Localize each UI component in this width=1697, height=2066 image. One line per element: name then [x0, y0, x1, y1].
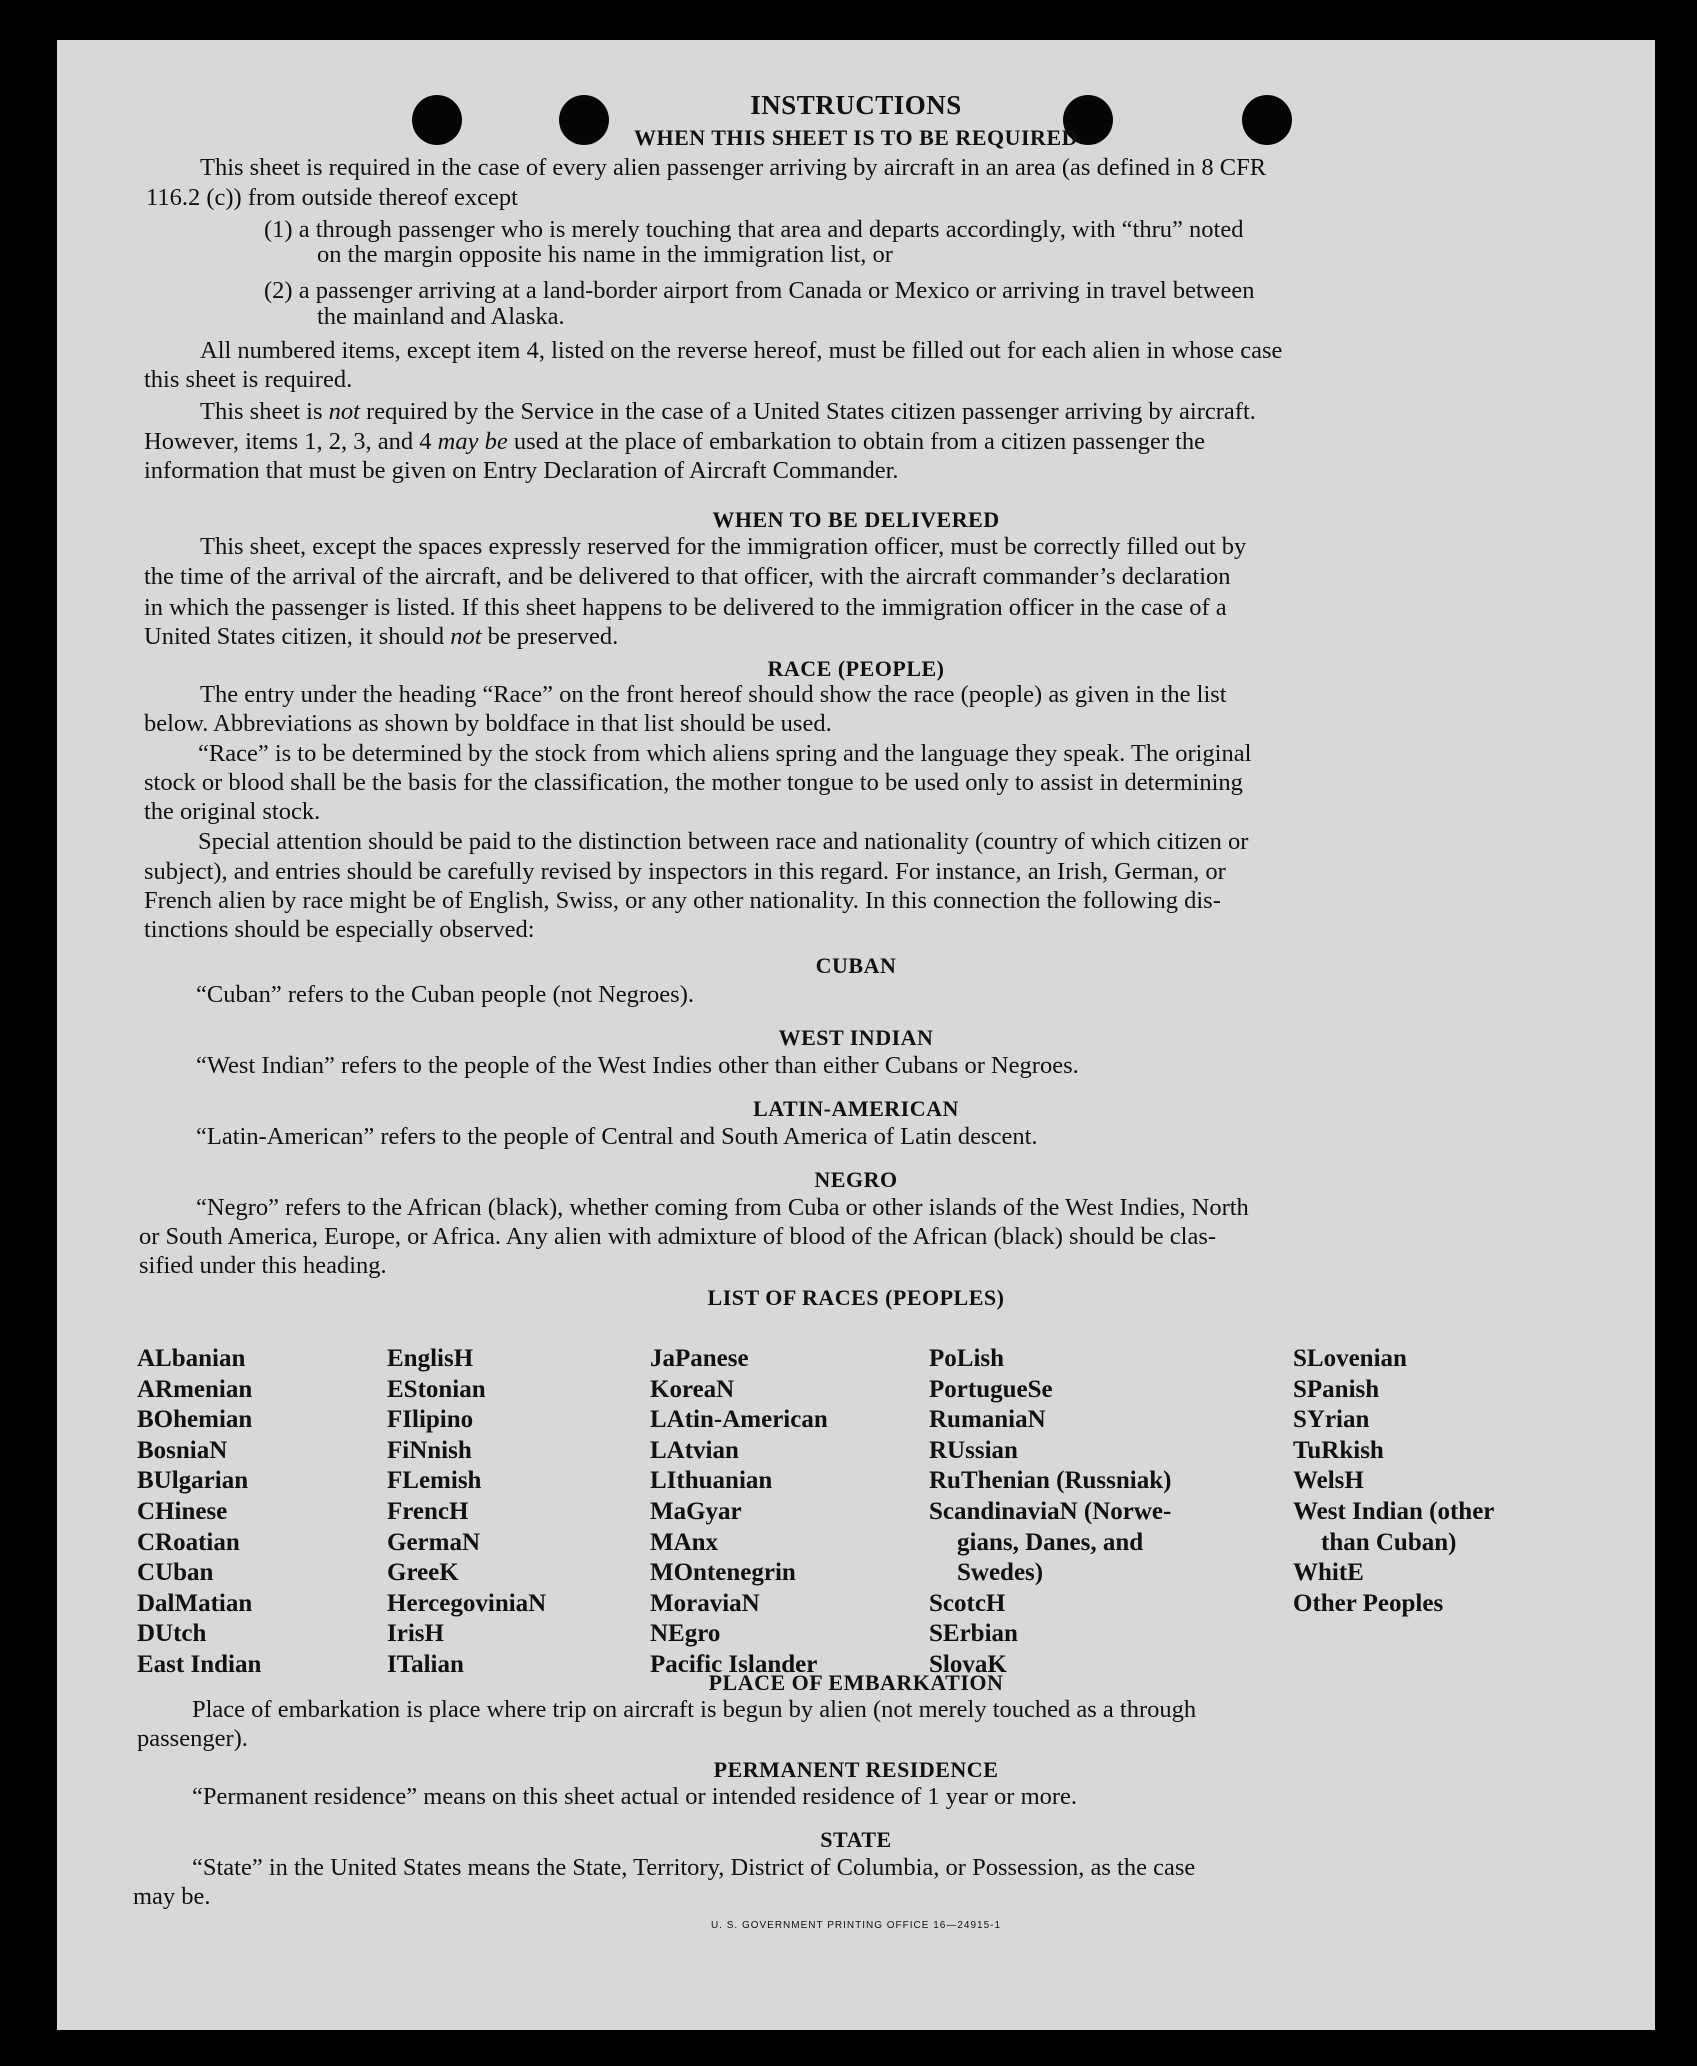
race-list-item: LAtin-American	[650, 1406, 828, 1434]
text-line: (1) a through passenger who is merely touching that area and departs accordingly, with “thru” noted	[264, 216, 1244, 243]
text-line: subject), and entries should be carefully revised by inspectors in this regard. For instance, an Irish, German, or	[144, 858, 1226, 885]
text-line: stock or blood shall be the basis for the classification, the mother tongue to be used only to assist in determining	[144, 769, 1243, 796]
text-line: tinctions should be especially observed:	[144, 916, 535, 943]
text-line: Special attention should be paid to the distinction between race and nationality (country of which citizen or	[198, 828, 1249, 855]
text-line: sified under this heading.	[139, 1252, 387, 1279]
race-list-item: BosniaN	[137, 1436, 228, 1464]
race-list-item: ScotcH	[929, 1589, 1006, 1617]
text-line: “State” in the United States means the State, Territory, District of Columbia, or Possession, as the case	[192, 1854, 1196, 1881]
race-list-item: East Indian	[137, 1650, 262, 1678]
race-list-item: GreeK	[387, 1559, 459, 1587]
text-line: United States citizen, it should not be preserved.	[144, 623, 619, 650]
heading-permanent-residence: PERMANENT RESIDENCE	[713, 1757, 999, 1782]
race-list-item: NEgro	[650, 1620, 721, 1648]
race-list-item: GermaN	[387, 1528, 481, 1556]
text-line: “Race” is to be determined by the stock from which aliens spring and the language they speak. The original	[198, 740, 1252, 767]
text-line: French alien by race might be of English, Swiss, or any other nationality. In this connection the following dis-	[144, 887, 1221, 914]
text-line: the time of the arrival of the aircraft, and be delivered to that officer, with the aircraft commander’s declaration	[144, 563, 1231, 590]
heading-list-of-races: LIST OF RACES (PEOPLES)	[707, 1285, 1005, 1310]
races-column-4	[929, 1344, 1171, 1681]
race-list-item: BUlgarian	[137, 1467, 249, 1495]
race-list-item: LIthuanian	[650, 1467, 773, 1495]
text-line: the original stock.	[144, 798, 321, 825]
text-line: the mainland and Alaska.	[317, 303, 565, 330]
text-line: may be.	[133, 1883, 211, 1910]
race-list-item: PortugueSe	[929, 1375, 1053, 1403]
text-line: This sheet is required in the case of every alien passenger arriving by aircraft in an area (as defined in 8 CFR	[200, 154, 1267, 181]
text-line: However, items 1, 2, 3, and 4 may be used at the place of embarkation to obtain from a citizen passenger the	[144, 428, 1206, 455]
race-list-item: SPanish	[1293, 1375, 1380, 1403]
race-list-item: FrencH	[387, 1497, 469, 1525]
race-list-item: Pacific Islander	[650, 1650, 818, 1678]
heading-west-indian: WEST INDIAN	[778, 1025, 934, 1050]
heading-when-required: WHEN THIS SHEET IS TO BE REQUIRED	[633, 125, 1079, 150]
race-list-item: FIlipino	[387, 1406, 474, 1434]
heading-negro: NEGRO	[814, 1167, 898, 1192]
text-line: on the margin opposite his name in the immigration list, or	[317, 241, 893, 268]
text-line: passenger).	[137, 1725, 248, 1752]
race-list-item: IrisH	[387, 1620, 444, 1648]
race-list-item: SLovenian	[1293, 1345, 1407, 1372]
races-column-2	[387, 1344, 546, 1681]
race-list-item: RuThenian (Russniak)	[929, 1467, 1172, 1495]
race-list-item: CUban	[137, 1559, 214, 1587]
text-line: in which the passenger is listed. If this sheet happens to be delivered to the immigration officer in the case of a	[144, 594, 1227, 621]
heading-place-of-embarkation: PLACE OF EMBARKATION	[708, 1670, 1004, 1695]
race-list-item: ARmenian	[137, 1375, 253, 1403]
race-list-item: BOhemian	[137, 1406, 253, 1434]
race-list-item: WelsH	[1293, 1467, 1364, 1495]
text-line: This sheet, except the spaces expressly reserved for the immigration officer, must be correctly filled out by	[200, 533, 1247, 560]
heading-cuban: CUBAN	[815, 953, 897, 978]
text-line: “Permanent residence” means on this sheet actual or intended residence of 1 year or more.	[192, 1783, 1078, 1810]
text-line: The entry under the heading “Race” on the front hereof should show the race (people) as given in the list	[200, 681, 1227, 708]
race-list-item: SErbian	[929, 1620, 1018, 1648]
race-list-item: PoLish	[929, 1345, 1005, 1372]
race-list-item: MOntenegrin	[650, 1559, 796, 1587]
text-line: This sheet is not required by the Service in the case of a United States citizen passenger arriving by aircraft.	[200, 398, 1256, 425]
race-list-item: EnglisH	[387, 1345, 474, 1372]
heading-race: RACE (PEOPLE)	[767, 656, 945, 681]
race-list-item: Swedes)	[957, 1559, 1044, 1587]
race-list-item: ScandinaviaN (Norwe-	[929, 1497, 1172, 1525]
text-line: “Cuban” refers to the Cuban people (not Negroes).	[196, 981, 694, 1008]
race-list-item: MaGyar	[650, 1497, 742, 1525]
race-list-item: JaPanese	[650, 1345, 749, 1372]
text-line: or South America, Europe, or Africa. Any alien with admixture of blood of the African (black) should be clas-	[139, 1223, 1217, 1250]
text-line: information that must be given on Entry Declaration of Aircraft Commander.	[144, 457, 899, 484]
race-list-item: DalMatian	[137, 1589, 253, 1617]
race-list-item: KoreaN	[650, 1375, 735, 1403]
race-list-item: FLemish	[387, 1467, 482, 1495]
race-list-item: MAnx	[650, 1528, 719, 1556]
text-line: “Latin-American” refers to the people of Central and South America of Latin descent.	[196, 1123, 1038, 1150]
race-list-item: LAtvian	[650, 1436, 739, 1464]
heading-latin-american: LATIN-AMERICAN	[753, 1096, 959, 1121]
text-line: 116.2 (c)) from outside thereof except	[146, 184, 518, 211]
text-line: “West Indian” refers to the people of the West Indies other than either Cubans or Negroes.	[196, 1052, 1079, 1079]
race-list-item: than Cuban)	[1321, 1528, 1457, 1556]
race-list-item: EStonian	[387, 1375, 486, 1403]
race-list-item: FiNnish	[387, 1436, 472, 1464]
text-line: below. Abbreviations as shown by boldface in that list should be used.	[144, 710, 832, 737]
race-list-item: HercegoviniaN	[387, 1589, 547, 1617]
races-column-5	[1293, 1344, 1494, 1619]
printer-imprint: U. S. GOVERNMENT PRINTING OFFICE 16—24915-1	[710, 1920, 1002, 1931]
document-page	[57, 40, 1655, 2030]
race-list-item: WhitE	[1293, 1559, 1364, 1587]
text-line: (2) a passenger arriving at a land-border airport from Canada or Mexico or arriving in travel between	[264, 277, 1255, 304]
race-list-item: gians, Danes, and	[957, 1528, 1144, 1556]
text-line: “Negro” refers to the African (black), whether coming from Cuba or other islands of the West Indies, North	[196, 1194, 1249, 1221]
heading-state: STATE	[820, 1827, 892, 1852]
text-line: All numbered items, except item 4, listed on the reverse hereof, must be filled out for each alien in whose case	[200, 337, 1283, 364]
page-title: INSTRUCTIONS	[750, 90, 962, 120]
heading-when-delivered: WHEN TO BE DELIVERED	[712, 507, 1000, 532]
race-list-item: RUssian	[929, 1436, 1018, 1464]
races-column-1	[137, 1344, 261, 1681]
race-list-item: West Indian (other	[1293, 1497, 1495, 1525]
race-list-item: Other Peoples	[1293, 1589, 1444, 1617]
text-line: this sheet is required.	[144, 366, 353, 393]
race-list-item: TuRkish	[1293, 1436, 1384, 1464]
race-list-item: SlovaK	[929, 1650, 1007, 1678]
race-list-item: CHinese	[137, 1497, 228, 1525]
races-column-3	[650, 1344, 828, 1681]
race-list-item: RumaniaN	[929, 1406, 1046, 1434]
race-list-item: SYrian	[1293, 1406, 1370, 1434]
text-line: Place of embarkation is place where trip on aircraft is begun by alien (not merely touched as a through	[192, 1696, 1197, 1723]
race-list-item: DUtch	[137, 1620, 207, 1648]
race-list-item: ALbanian	[137, 1345, 246, 1372]
race-list-item: ITalian	[387, 1650, 464, 1678]
race-list-item: CRoatian	[137, 1528, 240, 1556]
race-list-item: MoraviaN	[650, 1589, 760, 1617]
